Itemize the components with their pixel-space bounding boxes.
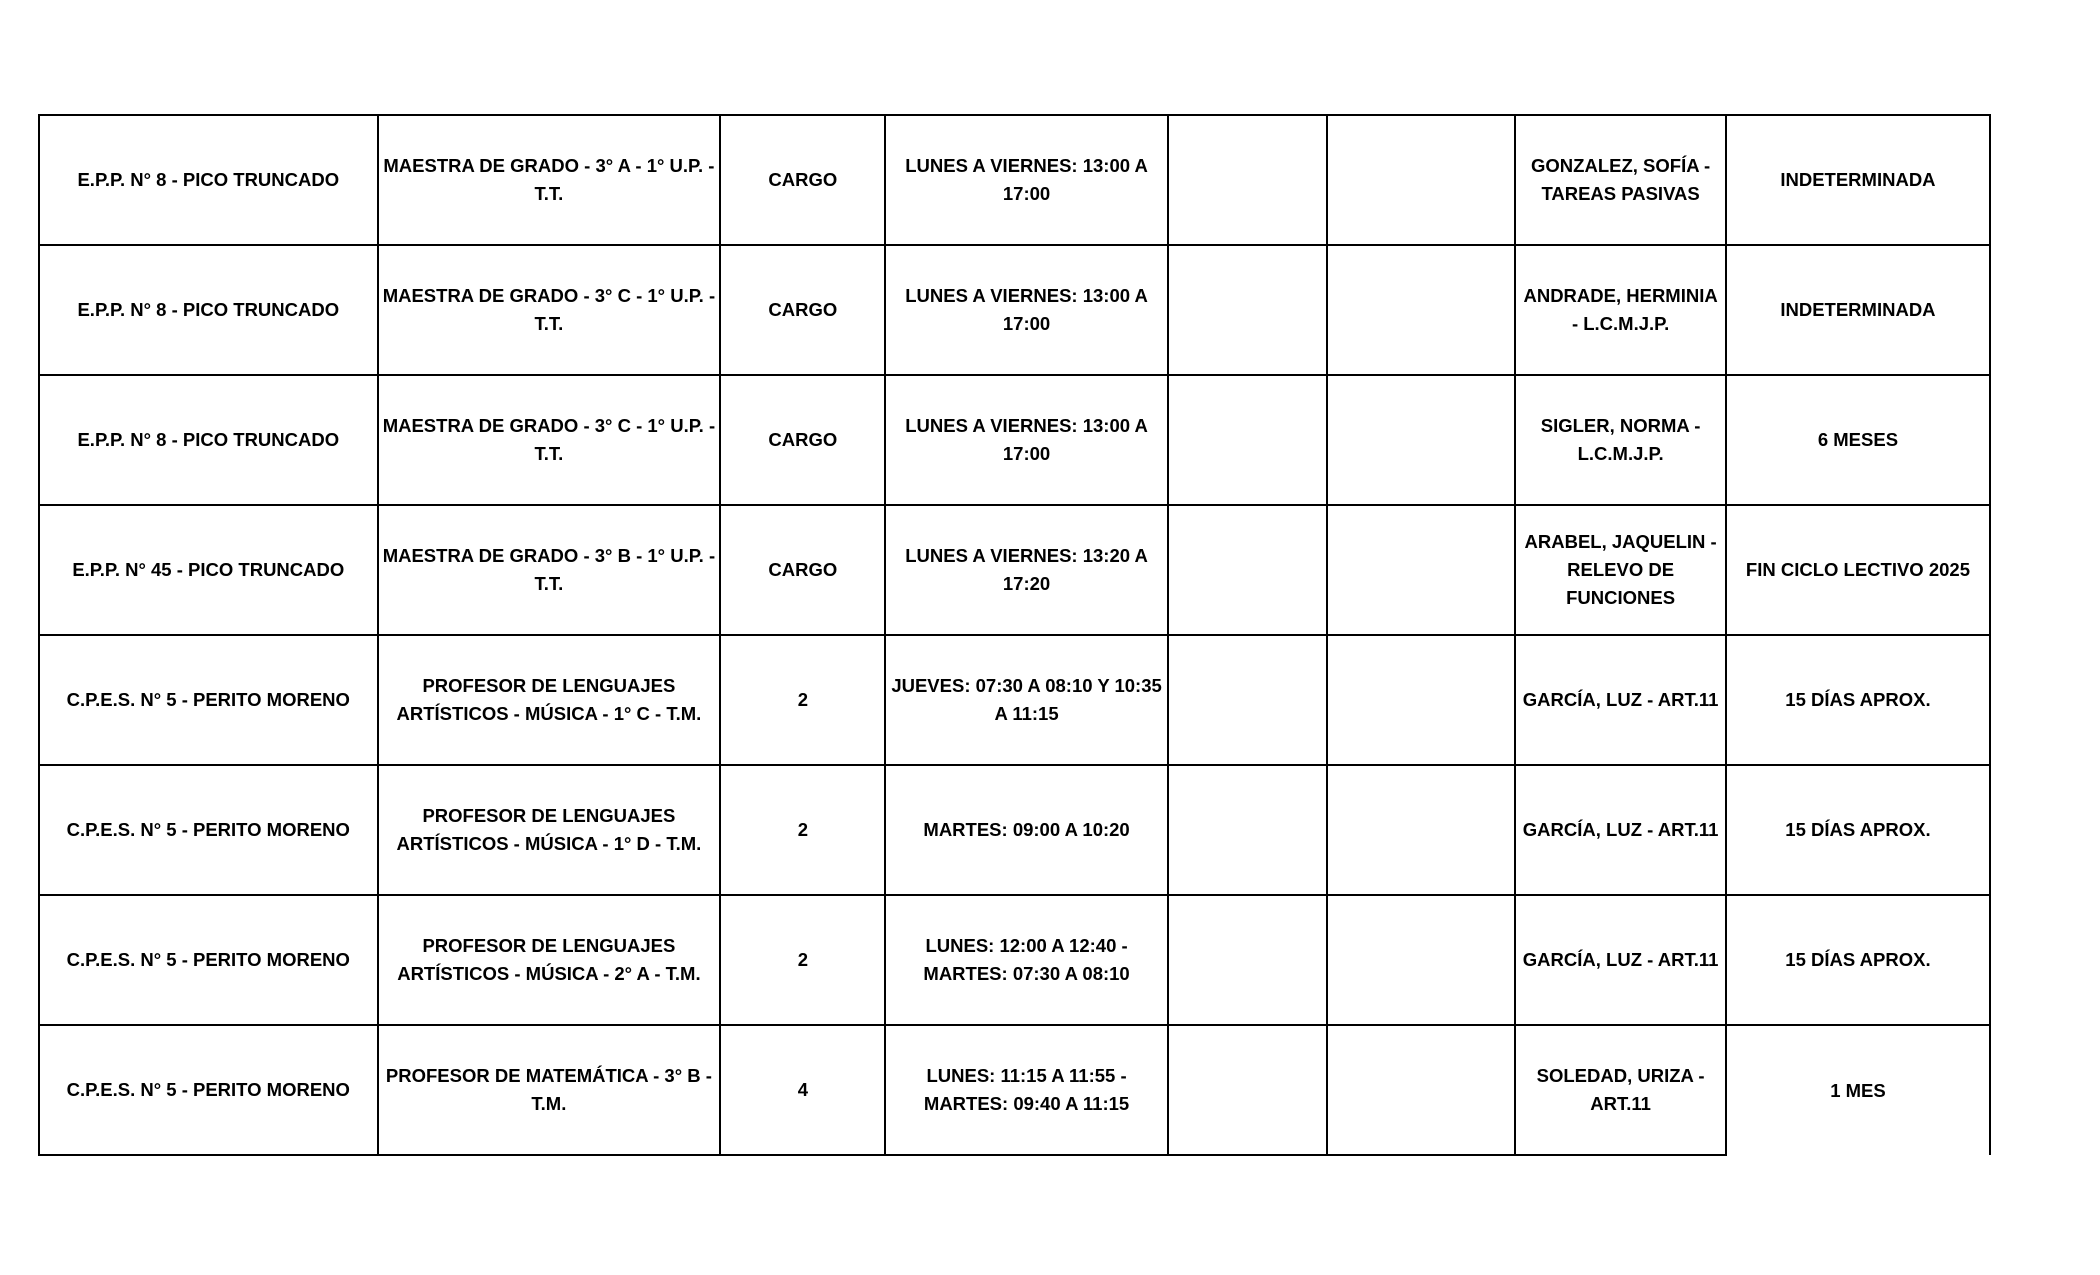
hours-cell: 2 — [720, 895, 885, 1025]
school-cell: E.P.P. N° 8 - PICO TRUNCADO — [39, 245, 378, 375]
duration-cell: FIN CICLO LECTIVO 2025 — [1726, 505, 1990, 635]
table-row — [39, 1025, 1990, 1155]
empty-cell — [1327, 765, 1515, 895]
table-row — [39, 375, 1990, 505]
hours-cell: CARGO — [720, 375, 885, 505]
schedule-cell: LUNES A VIERNES: 13:00 A 17:00 — [885, 375, 1167, 505]
duration-cell: INDETERMINADA — [1726, 115, 1990, 245]
empty-cell — [1327, 635, 1515, 765]
schedule-cell: LUNES: 12:00 A 12:40 - MARTES: 07:30 A 08:10 — [885, 895, 1167, 1025]
empty-cell — [1168, 375, 1327, 505]
holder-cell: GARCÍA, LUZ - ART.11 — [1515, 895, 1726, 1025]
empty-cell — [1327, 1025, 1515, 1155]
holder-cell: SIGLER, NORMA - L.C.M.J.P. — [1515, 375, 1726, 505]
holder-cell: GARCÍA, LUZ - ART.11 — [1515, 635, 1726, 765]
school-cell: C.P.E.S. N° 5 - PERITO MORENO — [39, 635, 378, 765]
empty-cell — [1168, 1025, 1327, 1155]
schedule-cell: LUNES: 11:15 A 11:55 - MARTES: 09:40 A 11:15 — [885, 1025, 1167, 1155]
duration-cell: 15 DÍAS APROX. — [1726, 635, 1990, 765]
position-cell: PROFESOR DE LENGUAJES ARTÍSTICOS - MÚSICA - 1° D - T.M. — [378, 765, 721, 895]
position-cell: MAESTRA DE GRADO - 3° C - 1° U.P. - T.T. — [378, 375, 721, 505]
empty-cell — [1168, 895, 1327, 1025]
school-cell: C.P.E.S. N° 5 - PERITO MORENO — [39, 895, 378, 1025]
position-cell: PROFESOR DE LENGUAJES ARTÍSTICOS - MÚSICA - 2° A - T.M. — [378, 895, 721, 1025]
duration-cell: 15 DÍAS APROX. — [1726, 765, 1990, 895]
holder-cell: GONZALEZ, SOFÍA - TAREAS PASIVAS — [1515, 115, 1726, 245]
hours-cell: 2 — [720, 635, 885, 765]
empty-cell — [1327, 245, 1515, 375]
duration-cell: 1 MES — [1726, 1025, 1990, 1155]
position-cell: PROFESOR DE LENGUAJES ARTÍSTICOS - MÚSICA - 1° C - T.M. — [378, 635, 721, 765]
table-row — [39, 505, 1990, 635]
empty-cell — [1327, 505, 1515, 635]
school-cell: C.P.E.S. N° 5 - PERITO MORENO — [39, 765, 378, 895]
empty-cell — [1327, 895, 1515, 1025]
empty-cell — [1168, 505, 1327, 635]
table-row — [39, 245, 1990, 375]
empty-cell — [1168, 765, 1327, 895]
hours-cell: CARGO — [720, 505, 885, 635]
position-cell: PROFESOR DE MATEMÁTICA - 3° B - T.M. — [378, 1025, 721, 1155]
position-cell: MAESTRA DE GRADO - 3° C - 1° U.P. - T.T. — [378, 245, 721, 375]
vacancies-table — [38, 114, 1991, 1156]
empty-cell — [1327, 375, 1515, 505]
empty-cell — [1168, 635, 1327, 765]
school-cell: E.P.P. N° 45 - PICO TRUNCADO — [39, 505, 378, 635]
table-row — [39, 895, 1990, 1025]
table-row — [39, 765, 1990, 895]
duration-cell: INDETERMINADA — [1726, 245, 1990, 375]
hours-cell: 2 — [720, 765, 885, 895]
schedule-cell: LUNES A VIERNES: 13:20 A 17:20 — [885, 505, 1167, 635]
school-cell: E.P.P. N° 8 - PICO TRUNCADO — [39, 115, 378, 245]
table-row — [39, 115, 1990, 245]
holder-cell: SOLEDAD, URIZA - ART.11 — [1515, 1025, 1726, 1155]
schedule-cell: JUEVES: 07:30 A 08:10 Y 10:35 A 11:15 — [885, 635, 1167, 765]
holder-cell: ARABEL, JAQUELIN - RELEVO DE FUNCIONES — [1515, 505, 1726, 635]
school-cell: E.P.P. N° 8 - PICO TRUNCADO — [39, 375, 378, 505]
schedule-cell: LUNES A VIERNES: 13:00 A 17:00 — [885, 115, 1167, 245]
hours-cell: CARGO — [720, 245, 885, 375]
position-cell: MAESTRA DE GRADO - 3° B - 1° U.P. - T.T. — [378, 505, 721, 635]
empty-cell — [1327, 115, 1515, 245]
hours-cell: 4 — [720, 1025, 885, 1155]
duration-cell: 6 MESES — [1726, 375, 1990, 505]
schedule-cell: MARTES: 09:00 A 10:20 — [885, 765, 1167, 895]
empty-cell — [1168, 245, 1327, 375]
holder-cell: ANDRADE, HERMINIA - L.C.M.J.P. — [1515, 245, 1726, 375]
position-cell: MAESTRA DE GRADO - 3° A - 1° U.P. - T.T. — [378, 115, 721, 245]
school-cell: C.P.E.S. N° 5 - PERITO MORENO — [39, 1025, 378, 1155]
empty-cell — [1168, 115, 1327, 245]
duration-cell: 15 DÍAS APROX. — [1726, 895, 1990, 1025]
hours-cell: CARGO — [720, 115, 885, 245]
holder-cell: GARCÍA, LUZ - ART.11 — [1515, 765, 1726, 895]
table-row — [39, 635, 1990, 765]
schedule-cell: LUNES A VIERNES: 13:00 A 17:00 — [885, 245, 1167, 375]
